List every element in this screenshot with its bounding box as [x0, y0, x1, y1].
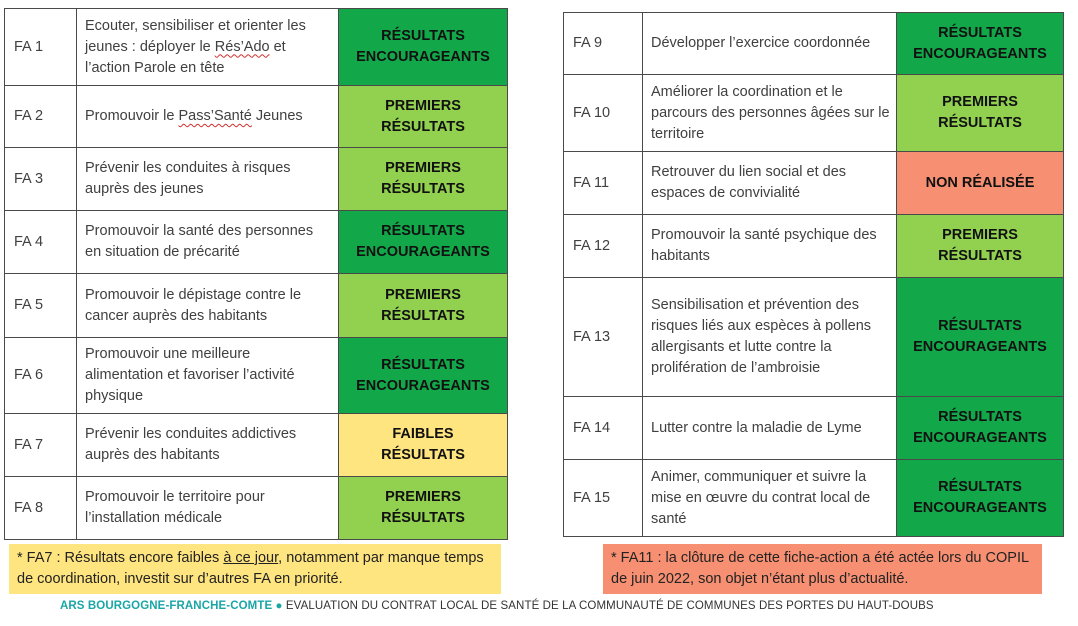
- table-row: [5, 148, 508, 211]
- table-row: [5, 211, 508, 274]
- fa-description: Ecouter, sensibiliser et orienter les jeunes : déployer le Rés’Ado et l’action Parole en tête: [77, 9, 339, 86]
- fa-description: Prévenir les conduites addictives auprès des habitants: [77, 414, 339, 477]
- fa-code: FA 4: [5, 211, 77, 274]
- fa-code: FA 15: [564, 460, 643, 537]
- table-row: [5, 414, 508, 477]
- fa-code: FA 14: [564, 397, 643, 460]
- fa-description: Promouvoir le dépistage contre le cancer auprès des habitants: [77, 274, 339, 338]
- table-row: [564, 460, 1064, 537]
- status-badge: PREMIERS RÉSULTATS: [897, 75, 1064, 152]
- status-badge: PREMIERS RÉSULTATS: [897, 215, 1064, 278]
- footer-bullet-icon: ●: [275, 600, 283, 612]
- status-badge: FAIBLES RÉSULTATS: [339, 414, 508, 477]
- fa-code: FA 7: [5, 414, 77, 477]
- fa-code: FA 10: [564, 75, 643, 152]
- table-row: [5, 274, 508, 338]
- fa-description: Promouvoir une meilleure alimentation et favoriser l’activité physique: [77, 338, 339, 414]
- footer: [60, 600, 934, 612]
- fa-code: FA 6: [5, 338, 77, 414]
- fiche-action-table-left: [4, 8, 508, 540]
- status-badge: RÉSULTATS ENCOURAGEANTS: [339, 338, 508, 414]
- status-badge: PREMIERS RÉSULTATS: [339, 86, 508, 148]
- status-badge: NON RÉALISÉE: [897, 152, 1064, 215]
- status-badge: RÉSULTATS ENCOURAGEANTS: [339, 9, 508, 86]
- status-badge: RÉSULTATS ENCOURAGEANTS: [897, 397, 1064, 460]
- fiche-action-table-right: [563, 12, 1064, 537]
- fa-description: Promouvoir le territoire pour l’installation médicale: [77, 477, 339, 540]
- status-badge: PREMIERS RÉSULTATS: [339, 477, 508, 540]
- fa-description: Promouvoir la santé psychique des habitants: [643, 215, 897, 278]
- fa-code: FA 5: [5, 274, 77, 338]
- table-row: [5, 86, 508, 148]
- fa-description: Sensibilisation et prévention des risques liés aux espèces à pollens allergisants et lutte contre la prolifération de l’ambroisie: [643, 278, 897, 397]
- fa-code: FA 11: [564, 152, 643, 215]
- fa-code: FA 2: [5, 86, 77, 148]
- fa-description: Retrouver du lien social et des espaces de convivialité: [643, 152, 897, 215]
- fa-code: FA 8: [5, 477, 77, 540]
- fa-code: FA 12: [564, 215, 643, 278]
- table-row: [564, 75, 1064, 152]
- fa7-footnote: * FA7 : Résultats encore faibles à ce jour, notamment par manque temps de coordination, investit sur d’autres FA en priorité.: [9, 544, 501, 594]
- status-badge: RÉSULTATS ENCOURAGEANTS: [897, 460, 1064, 537]
- table-row: [564, 215, 1064, 278]
- fa-description: Lutter contre la maladie de Lyme: [643, 397, 897, 460]
- fa-description: Promouvoir le Pass’Santé Jeunes: [77, 86, 339, 148]
- status-badge: RÉSULTATS ENCOURAGEANTS: [897, 13, 1064, 75]
- footer-organization: ARS BOURGOGNE-FRANCHE-COMTE: [60, 600, 273, 612]
- fa-description: Promouvoir la santé des personnes en situation de précarité: [77, 211, 339, 274]
- fa-description: Développer l’exercice coordonnée: [643, 13, 897, 75]
- table-row: [5, 477, 508, 540]
- fa11-footnote: * FA11 : la clôture de cette fiche-action a été actée lors du COPIL de juin 2022, son objet n’étant plus d’actualité.: [603, 544, 1042, 594]
- status-badge: PREMIERS RÉSULTATS: [339, 148, 508, 211]
- table-row: [564, 152, 1064, 215]
- table-row: [564, 13, 1064, 75]
- table-row: [5, 338, 508, 414]
- table-row: [5, 9, 508, 86]
- status-badge: RÉSULTATS ENCOURAGEANTS: [897, 278, 1064, 397]
- fa-description: Animer, communiquer et suivre la mise en œuvre du contrat local de santé: [643, 460, 897, 537]
- fa-description: Améliorer la coordination et le parcours des personnes âgées sur le territoire: [643, 75, 897, 152]
- footer-document-title: EVALUATION DU CONTRAT LOCAL DE SANTÉ DE LA COMMUNAUTÉ DE COMMUNES DES PORTES DU HAUT-DOUBS: [285, 600, 934, 612]
- fa-code: FA 13: [564, 278, 643, 397]
- fa-code: FA 3: [5, 148, 77, 211]
- table-row: [564, 397, 1064, 460]
- fa-code: FA 1: [5, 9, 77, 86]
- status-badge: RÉSULTATS ENCOURAGEANTS: [339, 211, 508, 274]
- fa-description: Prévenir les conduites à risques auprès des jeunes: [77, 148, 339, 211]
- fa-code: FA 9: [564, 13, 643, 75]
- table-row: [564, 278, 1064, 397]
- status-badge: PREMIERS RÉSULTATS: [339, 274, 508, 338]
